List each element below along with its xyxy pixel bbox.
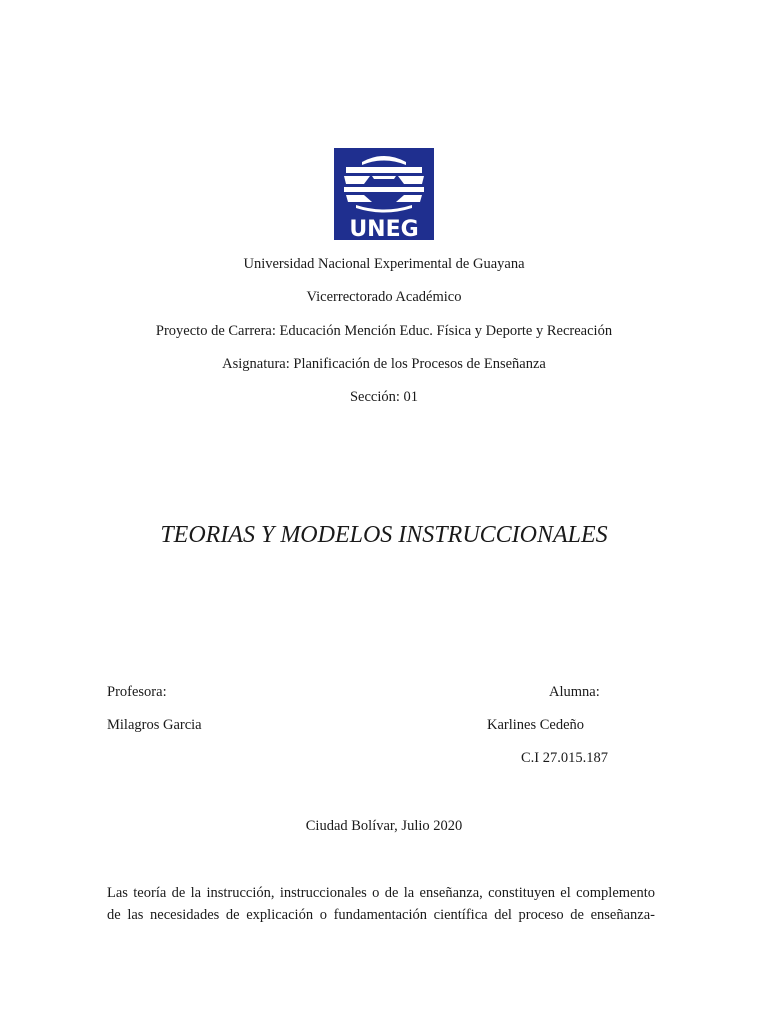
- place-date: Ciudad Bolívar, Julio 2020: [305, 818, 463, 834]
- body-line: Las teoría de la instrucción, instruccionales o de la enseñanza, constituyen el complemento: [107, 885, 655, 901]
- student-label: Alumna:: [549, 684, 600, 700]
- teacher-name: Milagros Garcia: [107, 717, 202, 733]
- section: Sección: 01: [349, 389, 419, 405]
- logo-text: UNEG: [349, 217, 419, 240]
- body-paragraph: [107, 882, 655, 926]
- university-name: Universidad Nacional Experimental de Guayana: [243, 256, 525, 272]
- student-id: C.I 27.015.187: [521, 750, 608, 766]
- vice-rectorate: Vicerrectorado Académico: [306, 289, 462, 305]
- student-name: Karlines Cedeño: [487, 717, 585, 733]
- career-project: Proyecto de Carrera: Educación Mención Educ. Física y Deporte y Recreación: [155, 323, 613, 339]
- uneg-logo: [334, 148, 434, 240]
- body-line: de las necesidades de explicación o fundamentación científica del proceso de enseñanza-: [107, 907, 655, 923]
- document-title: TEORIAS Y MODELOS INSTRUCCIONALES: [160, 522, 608, 548]
- subject: Asignatura: Planificación de los Procesos de Enseñanza: [222, 356, 546, 372]
- teacher-label: Profesora:: [107, 684, 167, 700]
